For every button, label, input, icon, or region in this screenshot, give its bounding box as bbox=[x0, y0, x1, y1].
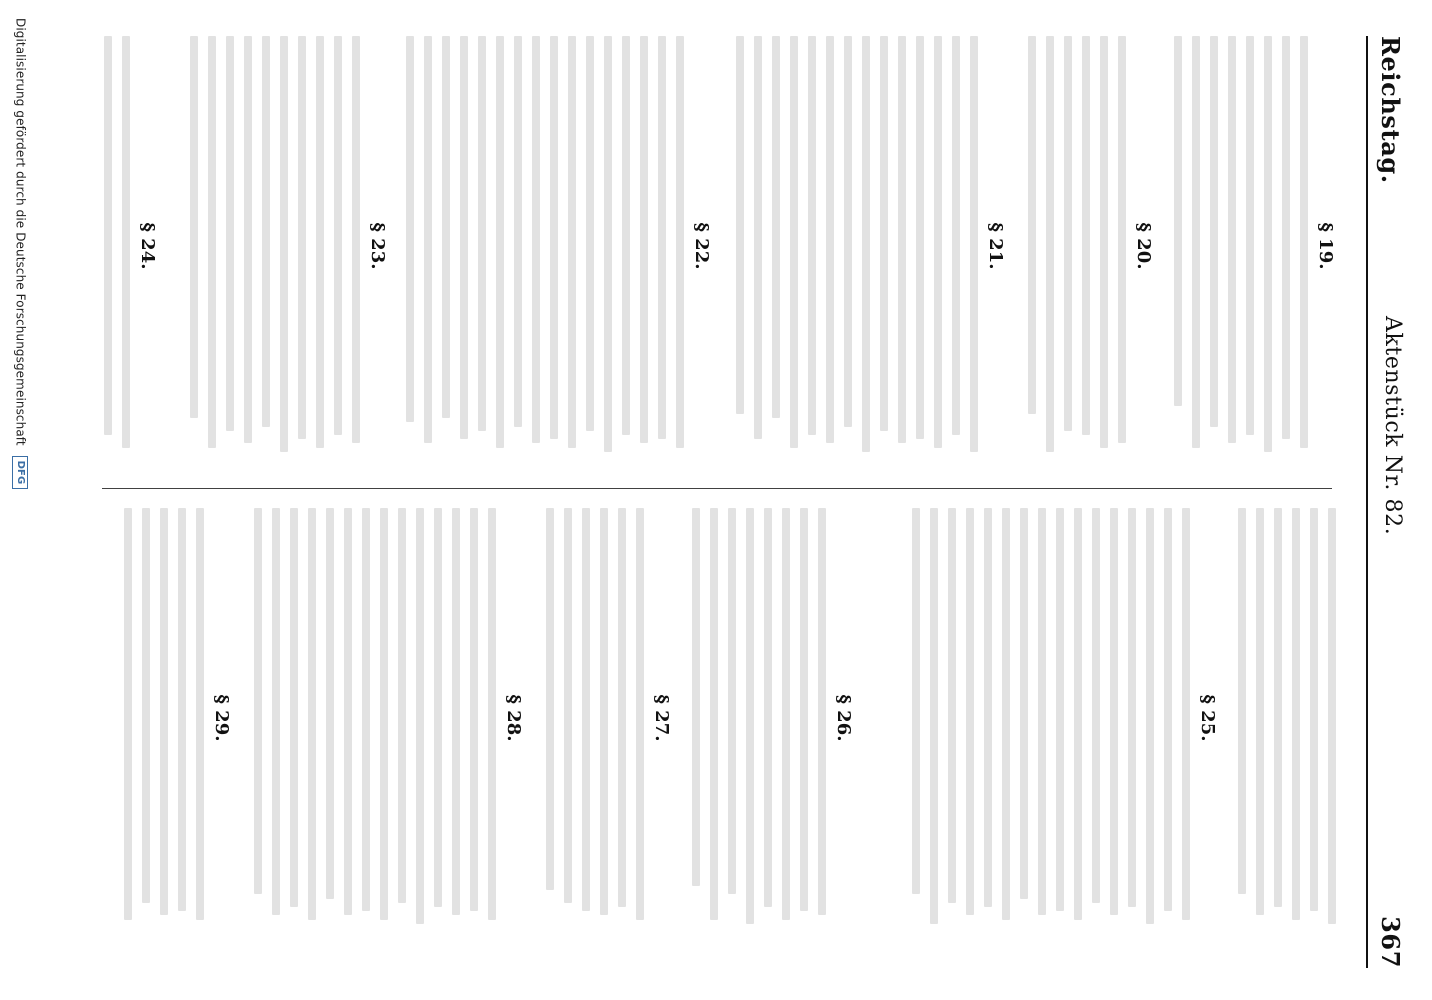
column-divider bbox=[102, 488, 1332, 489]
right-text-block-0 bbox=[1334, 508, 1336, 928]
section-mark-28: § 28. bbox=[503, 694, 524, 742]
digitization-footer-text: Digitalisierung gefördert durch die Deutsche Forschungsgemeinschaft bbox=[13, 18, 28, 446]
left-text-block-1 bbox=[1306, 36, 1308, 456]
section-mark-25: § 25. bbox=[1197, 694, 1218, 742]
section-mark-23: § 23. bbox=[367, 222, 388, 270]
left-text-block-4 bbox=[682, 36, 684, 456]
section-mark-27: § 27. bbox=[651, 694, 672, 742]
page-header bbox=[1366, 36, 1414, 968]
left-text-block-2 bbox=[1124, 36, 1126, 456]
digitization-footer bbox=[12, 18, 28, 489]
left-text-block-3 bbox=[976, 36, 978, 456]
left-text-block-5 bbox=[358, 36, 360, 456]
left-text-block-6 bbox=[128, 36, 130, 456]
header-center-title: Aktenstück Nr. 82. bbox=[1380, 316, 1405, 536]
dfg-logo-icon: DFG bbox=[12, 456, 28, 490]
right-text-block-5 bbox=[202, 508, 204, 928]
right-text-block-2 bbox=[824, 508, 826, 928]
section-mark-26: § 26. bbox=[833, 694, 854, 742]
section-mark-29: § 29. bbox=[211, 694, 232, 742]
right-text-block-3 bbox=[642, 508, 644, 928]
section-mark-20: § 20. bbox=[1133, 222, 1154, 270]
right-text-block-4 bbox=[494, 508, 496, 928]
page-number: 367 bbox=[1376, 916, 1405, 968]
right-text-block-1 bbox=[1188, 508, 1190, 928]
section-mark-22: § 22. bbox=[691, 222, 712, 270]
header-left-title: Reichstag. bbox=[1376, 36, 1405, 184]
left-column bbox=[86, 36, 1336, 456]
right-column bbox=[86, 508, 1336, 928]
section-mark-21: § 21. bbox=[985, 222, 1006, 270]
section-mark-24: § 24. bbox=[137, 222, 158, 270]
section-mark-19: § 19. bbox=[1315, 222, 1336, 270]
